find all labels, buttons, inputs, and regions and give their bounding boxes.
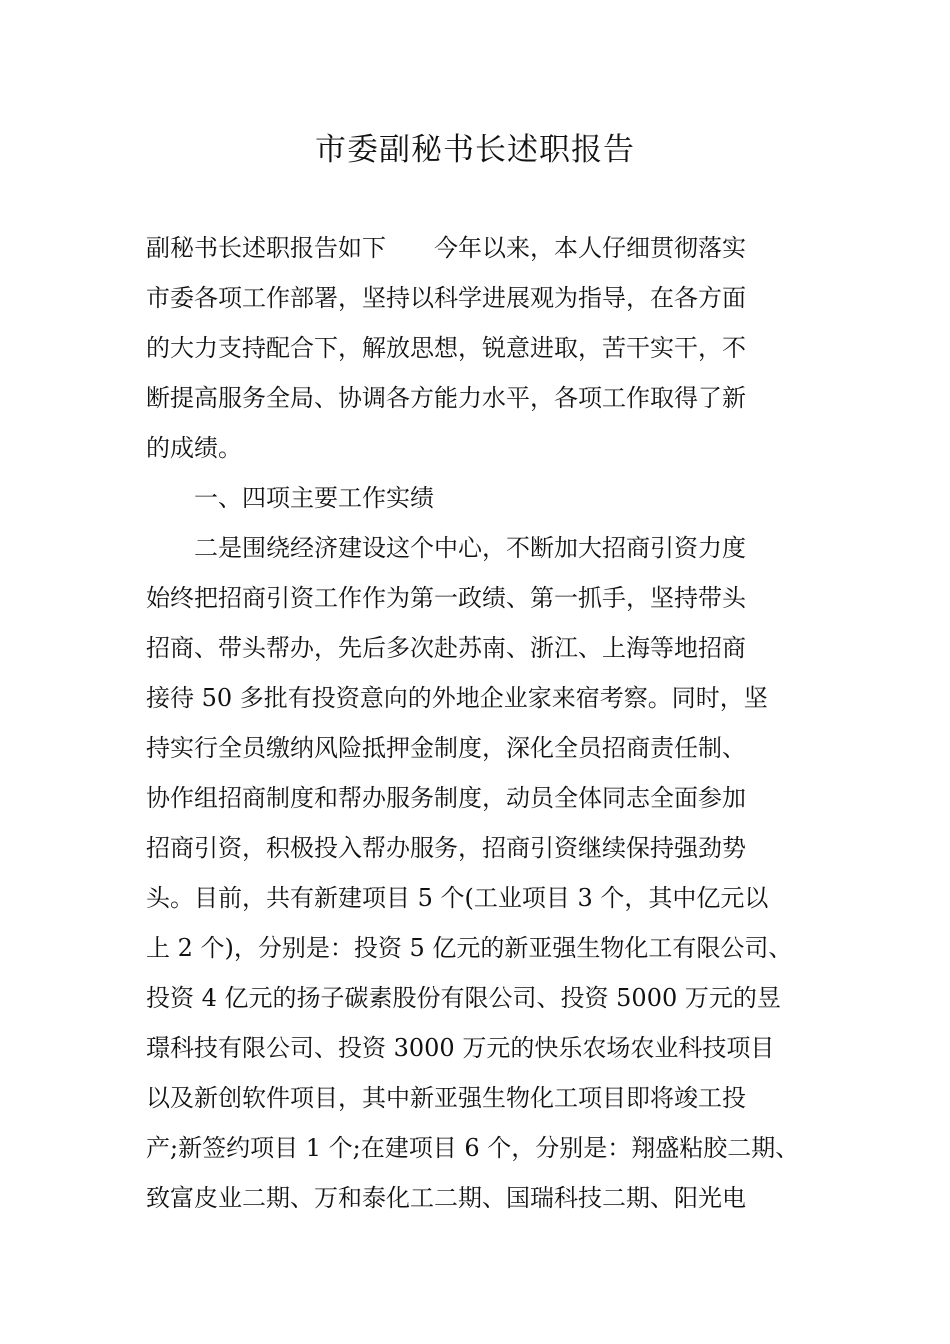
body-line: 市委各项工作部署，坚持以科学进展观为指导，在各方面 [146, 284, 746, 312]
body-line: 以及新创软件项目，其中新亚强生物化工项目即将竣工投 [146, 1084, 746, 1112]
body-line: 协作组招商制度和帮办服务制度，动员全体同志全面参加 [146, 784, 746, 812]
body-line: 始终把招商引资工作作为第一政绩、第一抓手，坚持带头 [146, 584, 746, 612]
body-line: 头。目前，共有新建项目 5 个(工业项目 3 个，其中亿元以 [146, 884, 769, 912]
body-line: 招商引资，积极投入帮办服务，招商引资继续保持强劲势 [146, 834, 746, 862]
document-title: 市委副秘书长述职报告 [315, 132, 635, 168]
body-line: 的大力支持配合下，解放思想，锐意进取，苦干实干，不 [146, 334, 746, 362]
body-line: 的成绩。 [146, 434, 242, 462]
body-line: 产;新签约项目 1 个;在建项目 6 个，分别是：翔盛粘胶二期、 [146, 1134, 800, 1162]
body-line: 上 2 个)，分别是：投资 5 亿元的新亚强生物化工有限公司、 [146, 934, 793, 962]
body-line: 断提高服务全局、协调各方能力水平，各项工作取得了新 [146, 384, 746, 412]
body-line: 副秘书长述职报告如下 今年以来，本人仔细贯彻落实 [146, 234, 746, 262]
body-line: 接待 50 多批有投资意向的外地企业家来宿考察。同时，坚 [146, 684, 768, 712]
body-line: 持实行全员缴纳风险抵押金制度，深化全员招商责任制、 [146, 734, 746, 762]
body-line: 致富皮业二期、万和泰化工二期、国瑞科技二期、阳光电 [146, 1184, 746, 1212]
body-line: 招商、带头帮办，先后多次赴苏南、浙江、上海等地招商 [146, 634, 746, 662]
body-line: 投资 4 亿元的扬子碳素股份有限公司、投资 5000 万元的昱 [146, 984, 781, 1012]
body-line: 璟科技有限公司、投资 3000 万元的快乐农场农业科技项目 [146, 1034, 775, 1062]
body-line: 二是围绕经济建设这个中心，不断加大招商引资力度 [146, 534, 746, 562]
section-heading: 一、四项主要工作实绩 [146, 484, 434, 512]
